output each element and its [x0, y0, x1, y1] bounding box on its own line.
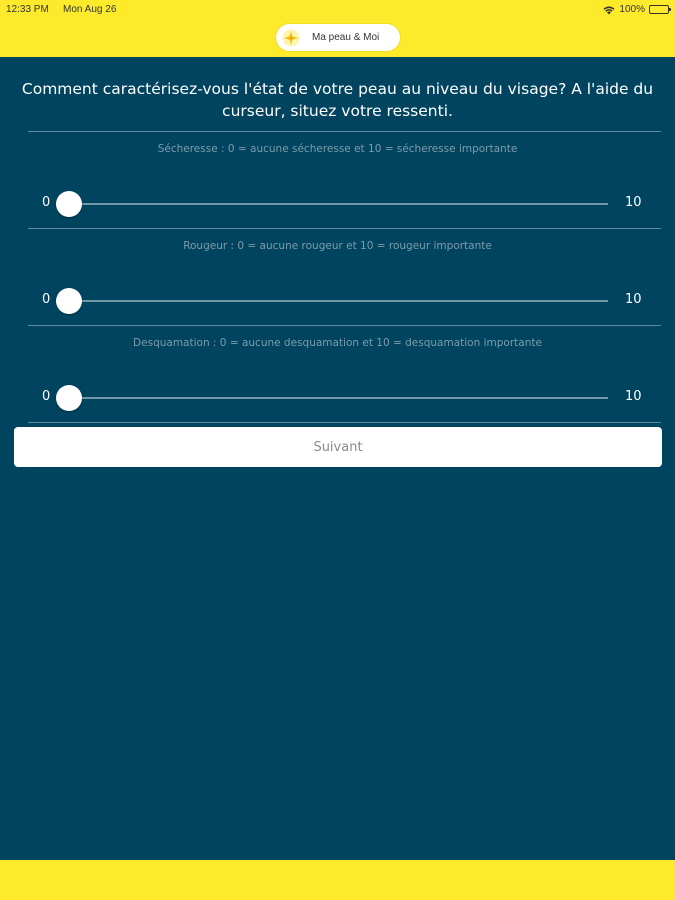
slider-track-desquamation[interactable]: [68, 397, 608, 399]
next-button[interactable]: Suivant: [14, 427, 662, 467]
slider-min-label: 0: [42, 292, 51, 307]
question-text: Comment caractérisez-vous l'état de votre peau au niveau du visage? A l'aide du curseur, situez votre ressenti.: [21, 80, 654, 120]
slider-thumb-secheresse[interactable]: [56, 191, 82, 217]
divider: [28, 422, 661, 423]
app-title: Ma peau & Moi: [312, 32, 380, 43]
slider-thumb-rougeur[interactable]: [56, 288, 82, 314]
slider-track-secheresse[interactable]: [68, 203, 608, 205]
slider-min-label: 0: [42, 195, 51, 210]
top-bar: [0, 0, 675, 57]
slider-max-label: 10: [625, 292, 642, 307]
bottom-bar: [0, 860, 675, 900]
divider: [28, 131, 661, 132]
slider-label-rougeur: Rougeur : 0 = aucune rougeur et 10 = rougeur importante: [183, 240, 492, 252]
status-bar: [0, 2, 675, 18]
slider-min-label: 0: [42, 389, 51, 404]
slider-label-secheresse: Sécheresse : 0 = aucune sécheresse et 10 = sécheresse importante: [157, 143, 518, 155]
battery-percent: 100%: [619, 4, 645, 15]
slider-max-label: 10: [625, 195, 642, 210]
slider-max-label: 10: [625, 389, 642, 404]
status-time: 12:33 PM: [6, 4, 49, 15]
divider: [28, 228, 661, 229]
slider-label-desquamation: Desquamation : 0 = aucune desquamation et 10 = desquamation importante: [133, 337, 542, 349]
status-date: Mon Aug 26: [63, 4, 117, 15]
wifi-icon: [603, 5, 615, 15]
slider-track-rougeur[interactable]: [68, 300, 608, 302]
slider-thumb-desquamation[interactable]: [56, 385, 82, 411]
status-right: [603, 4, 669, 15]
star-flower-icon: [282, 29, 300, 47]
app-title-pill: [276, 24, 400, 51]
battery-icon: [649, 5, 669, 14]
divider: [28, 325, 661, 326]
